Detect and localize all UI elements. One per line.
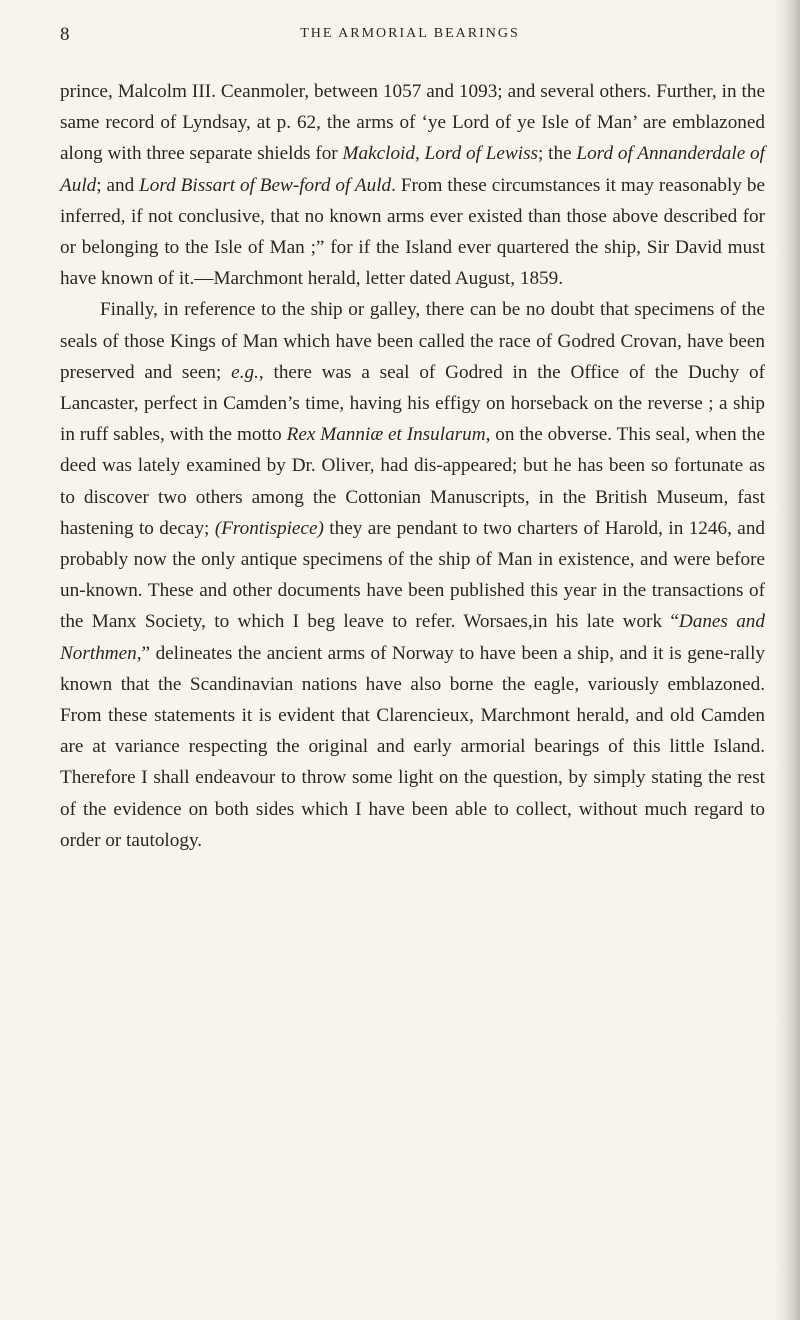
text-run: ; the bbox=[538, 143, 577, 165]
italic-name: Lord Bissart of Bew-ford of Auld bbox=[139, 174, 392, 196]
text-run: ; and bbox=[96, 174, 140, 196]
italic-abbreviation: e.g. bbox=[231, 361, 259, 383]
body-text bbox=[60, 76, 765, 856]
italic-name: Makcloid, Lord of Lewiss bbox=[342, 143, 539, 165]
text-run: . From these circumstances it may reasonably be inferred, if not conclusive, that no known arms ever existed than those above described for or belonging to the Isle of Man ;” for if the Island ever quartered the ship, Sir David must have known of it.—Marchmont herald, letter dated August, 1859. bbox=[60, 174, 765, 290]
running-head: THE ARMORIAL BEARINGS bbox=[300, 26, 520, 41]
text-run: prince, Malcolm III. Ceanmoler, between 1057 and 1093; and several others. Further, in the same record of Lyndsay, at p. 62, the arms of ‘ye Lord of ye Isle of Man’ are emblazoned along with three separate shields for bbox=[60, 81, 765, 165]
text-run: , on the obverse. This seal, when the deed was lately examined by Dr. Oliver, had dis-appeared; but he has been so fortunate as to discover two others among the Cottonian Manuscripts, in the British Museum, fast hastening to decay; bbox=[60, 424, 765, 539]
text-run: ” delineates the ancient arms of Norway to have been a ship, and it is gene-rally known that the Scandinavian nations have also borne the eagle, variously emblazoned. From these statements it is evident that Clarencieux, Marchmont herald, and old Camden are at variance respecting the original and early armorial bearings of this little Island. Therefore I shall endeavour to throw some light on the question, by simply stating the rest of the evidence on both sides which I have been able to collect, without much regard to order or tautology. bbox=[60, 642, 765, 851]
italic-frontispiece: (Frontispiece) bbox=[214, 517, 324, 539]
page-edge-shadow bbox=[774, 0, 800, 1320]
paragraph-2 bbox=[60, 294, 765, 856]
text-run: Finally, in reference to the ship or galley, there can be no doubt that specimens of the seals of those Kings of Man which have been called the race of Godred Crovan, have been preserved and seen; bbox=[60, 299, 765, 383]
page-number: 8 bbox=[60, 24, 70, 45]
text-run: , there was a seal of Godred in the Office of the Duchy of Lancaster, perfect in Camden’s time, having his effigy on horseback on the reverse ; a ship in ruff sables, with the motto bbox=[60, 361, 765, 446]
text-run: they are pendant to two charters of Harold, in 1246, and probably now the only antique specimens of the ship of Man in existence, and were before un-known. These and other documents have been published this year in the transactions of the Manx Society, to which I beg leave to refer. Worsaes,in his late work “ bbox=[60, 517, 766, 633]
italic-motto: Rex Manniæ et Insularum bbox=[286, 424, 486, 446]
italic-title: Danes and Northmen, bbox=[60, 611, 765, 664]
page-header bbox=[60, 22, 760, 50]
italic-name: Lord of Annanderdale of Auld bbox=[60, 143, 765, 196]
paragraph-1 bbox=[60, 76, 765, 294]
